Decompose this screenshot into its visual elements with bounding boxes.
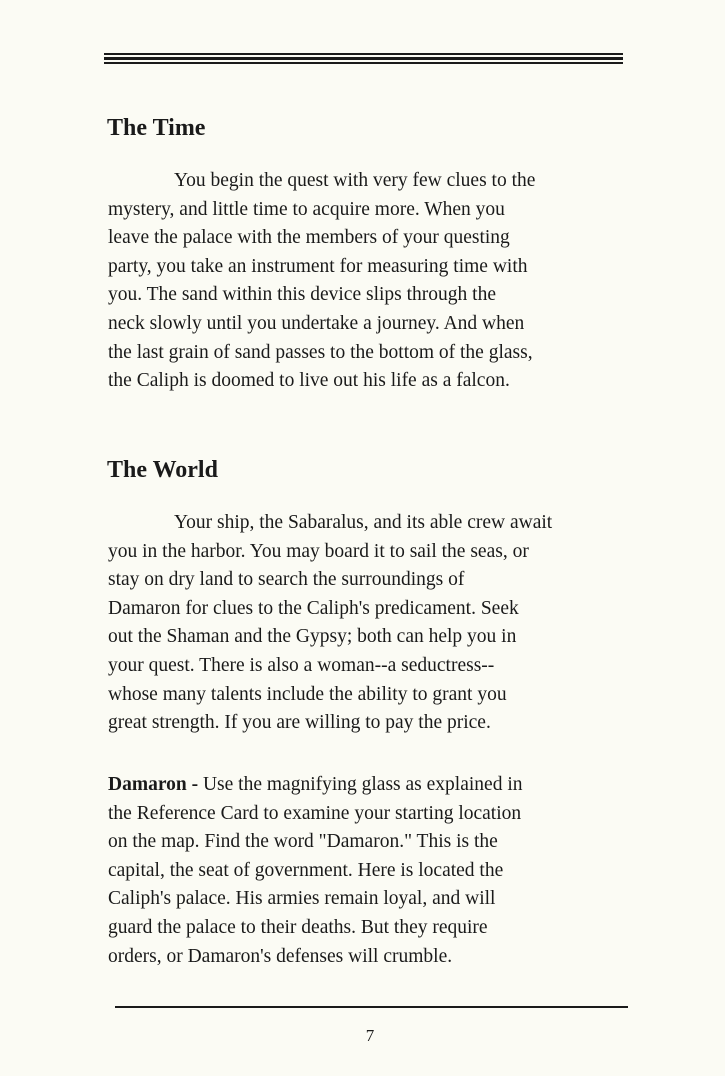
text-line: out the Shaman and the Gypsy; both can help you in (108, 626, 517, 648)
text-line: you in the harbor. You may board it to sail the seas, or (108, 540, 529, 562)
text-line: Caliph's palace. His armies remain loyal, and will (108, 888, 496, 910)
top-rule-line (104, 57, 623, 60)
section-heading-world: The World (107, 457, 218, 483)
text-line: the last grain of sand passes to the bottom of the glass, (108, 341, 533, 363)
text-line: orders, or Damaron's defenses will crumble. (108, 945, 453, 967)
top-rule (104, 53, 623, 66)
paragraph-damaron (108, 771, 522, 971)
text-segment: Use the magnifying glass as explained in (198, 774, 523, 795)
text-line: you. The sand within this device slips through the (108, 284, 496, 306)
text-line: Your ship, the Sabaralus, and its able crew await (174, 512, 553, 533)
text-line: mystery, and little time to acquire more. When you (108, 198, 505, 220)
bottom-rule (115, 1006, 628, 1008)
text-line: Damaron for clues to the Caliph's predicament. Seek (108, 597, 519, 619)
top-rule-line (104, 53, 623, 55)
term-damaron: Damaron - (108, 774, 199, 795)
text-line: whose many talents include the ability to grant you (108, 683, 507, 705)
text-line: on the map. Find the word "Damaron." This is the (108, 831, 498, 853)
page-number: 7 (365, 1026, 375, 1045)
section-heading-time: The Time (107, 115, 206, 141)
paragraph-world (108, 509, 552, 738)
text-line: your quest. There is also a woman--a seductress-- (108, 654, 495, 676)
text-line: the Reference Card to examine your starting location (108, 802, 522, 824)
paragraph-time (108, 167, 535, 396)
top-rule-line (104, 62, 623, 64)
text-line: capital, the seat of government. Here is located the (108, 859, 504, 881)
text-line: guard the palace to their deaths. But they require (108, 916, 488, 938)
text-line (108, 771, 522, 800)
text-line: neck slowly until you undertake a journey. And when (108, 312, 525, 334)
text-line: great strength. If you are willing to pay the price. (108, 712, 491, 734)
text-line: the Caliph is doomed to live out his life as a falcon. (108, 370, 510, 392)
text-line: leave the palace with the members of your questing (108, 227, 510, 249)
text-line: stay on dry land to search the surroundings of (108, 569, 465, 591)
text-line: party, you take an instrument for measuring time with (108, 255, 528, 277)
text-line: You begin the quest with very few clues to the (174, 170, 536, 191)
